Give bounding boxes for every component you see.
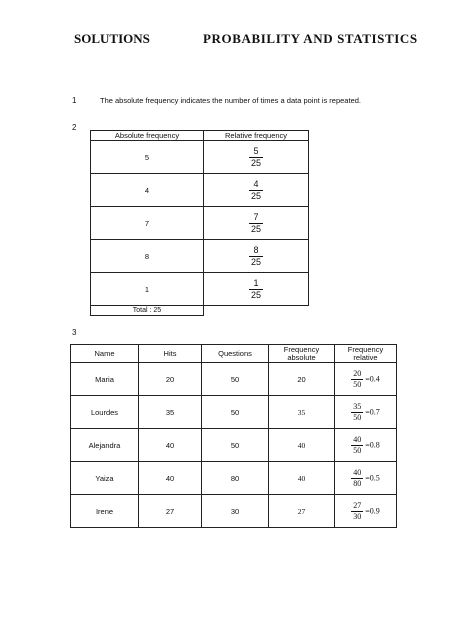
name-cell: Alejandra (71, 429, 139, 462)
name-cell: Maria (71, 363, 139, 396)
equals-sign: = (365, 473, 370, 483)
table-row (71, 396, 397, 429)
fraction-numerator: 35 (353, 401, 362, 411)
frequency-table-header (91, 131, 309, 141)
fraction (249, 279, 263, 300)
table-row (71, 363, 397, 396)
page-heading (0, 29, 474, 49)
absolute-frequency-cell: 4 (91, 174, 204, 207)
fraction-denominator: 50 (353, 445, 362, 455)
fraction-numerator: 7 (253, 211, 259, 222)
subject-title: PROBABILITY AND STATISTICS (203, 31, 418, 46)
questions-header: Questions (202, 345, 269, 363)
fraction (249, 147, 263, 168)
absolute-frequency-cell: 5 (91, 141, 204, 174)
frequency-relative-cell (335, 363, 397, 396)
hits-cell: 40 (139, 462, 202, 495)
name-cell: Irene (71, 495, 139, 528)
fraction-denominator: 25 (250, 157, 261, 168)
table-row (91, 207, 309, 240)
fraction (249, 180, 263, 201)
questions-cell: 50 (202, 429, 269, 462)
relative-frequency-cell (204, 174, 309, 207)
fraction-numerator: 5 (253, 145, 259, 156)
frequency-table (90, 130, 309, 316)
frequency-relative-header: Frequency relative (335, 345, 397, 363)
table-row (91, 174, 309, 207)
fraction-denominator: 50 (353, 379, 362, 389)
frequency-absolute-cell: 40 (269, 429, 335, 462)
hits-cell: 20 (139, 363, 202, 396)
absolute-frequency-cell: 7 (91, 207, 204, 240)
solutions-title: SOLUTIONS (74, 31, 150, 46)
questions-cell: 30 (202, 495, 269, 528)
relative-result: 0.4 (369, 373, 380, 383)
hits-table (70, 344, 397, 528)
table-row (91, 273, 309, 306)
total-cell: Total : 25 (91, 306, 204, 316)
fraction (351, 403, 363, 422)
table-row (91, 141, 309, 174)
table-row (71, 429, 397, 462)
equals-sign: = (365, 440, 370, 450)
name-header: Name (71, 345, 139, 363)
questions-cell: 80 (202, 462, 269, 495)
equals-sign: = (365, 374, 370, 384)
empty-cell (204, 306, 309, 316)
relative-result: 0.5 (369, 472, 380, 482)
fraction-numerator: 27 (353, 500, 362, 510)
name-cell: Lourdes (71, 396, 139, 429)
absolute-frequency-cell: 1 (91, 273, 204, 306)
frequency-relative-cell (335, 429, 397, 462)
frequency-absolute-cell: 35 (269, 396, 335, 429)
fraction-denominator: 25 (250, 289, 261, 300)
frequency-relative-cell (335, 495, 397, 528)
fraction-denominator: 30 (353, 511, 362, 521)
relative-frequency-cell (204, 141, 309, 174)
relative-result: 0.9 (369, 505, 380, 515)
fraction-numerator: 40 (353, 434, 362, 444)
hits-cell: 35 (139, 396, 202, 429)
hits-table-header (71, 345, 397, 363)
frequency-relative-cell (335, 396, 397, 429)
table-row (71, 462, 397, 495)
frequency-absolute-cell: 27 (269, 495, 335, 528)
absolute-frequency-cell: 8 (91, 240, 204, 273)
question-3-number: 3 (72, 328, 77, 337)
questions-cell: 50 (202, 396, 269, 429)
hits-header: Hits (139, 345, 202, 363)
equals-sign: = (365, 506, 370, 516)
frequency-absolute-cell: 40 (269, 462, 335, 495)
absolute-frequency-header: Absolute frequency (91, 131, 204, 141)
frequency-absolute-cell: 20 (269, 363, 335, 396)
question-2-number: 2 (72, 123, 77, 132)
fraction-numerator: 20 (353, 368, 362, 378)
relative-frequency-cell (204, 240, 309, 273)
fraction (351, 502, 363, 521)
hits-cell: 27 (139, 495, 202, 528)
equals-sign: = (365, 407, 370, 417)
fraction-numerator: 4 (253, 178, 259, 189)
total-row (91, 306, 309, 316)
fraction-denominator: 25 (250, 223, 261, 234)
fraction-denominator: 80 (353, 478, 362, 488)
fraction (249, 213, 263, 234)
fraction (351, 469, 363, 488)
fraction-denominator: 50 (353, 412, 362, 422)
relative-frequency-cell (204, 207, 309, 240)
hits-cell: 40 (139, 429, 202, 462)
frequency-relative-cell (335, 462, 397, 495)
fraction-numerator: 1 (253, 277, 259, 288)
fraction-denominator: 25 (250, 256, 261, 267)
fraction (351, 370, 363, 389)
name-cell: Yaiza (71, 462, 139, 495)
fraction-denominator: 25 (250, 190, 261, 201)
table-row (91, 240, 309, 273)
question-1-number: 1 (72, 96, 77, 105)
fraction-numerator: 8 (253, 244, 259, 255)
fraction-numerator: 40 (353, 467, 362, 477)
fraction (351, 436, 363, 455)
fraction (249, 246, 263, 267)
questions-cell: 50 (202, 363, 269, 396)
table-row (71, 495, 397, 528)
relative-frequency-cell (204, 273, 309, 306)
relative-result: 0.8 (369, 439, 380, 449)
frequency-absolute-header: Frequency absolute (269, 345, 335, 363)
relative-frequency-header: Relative frequency (204, 131, 309, 141)
question-1-answer: The absolute frequency indicates the number of times a data point is repeated. (100, 96, 361, 105)
relative-result: 0.7 (369, 406, 380, 416)
